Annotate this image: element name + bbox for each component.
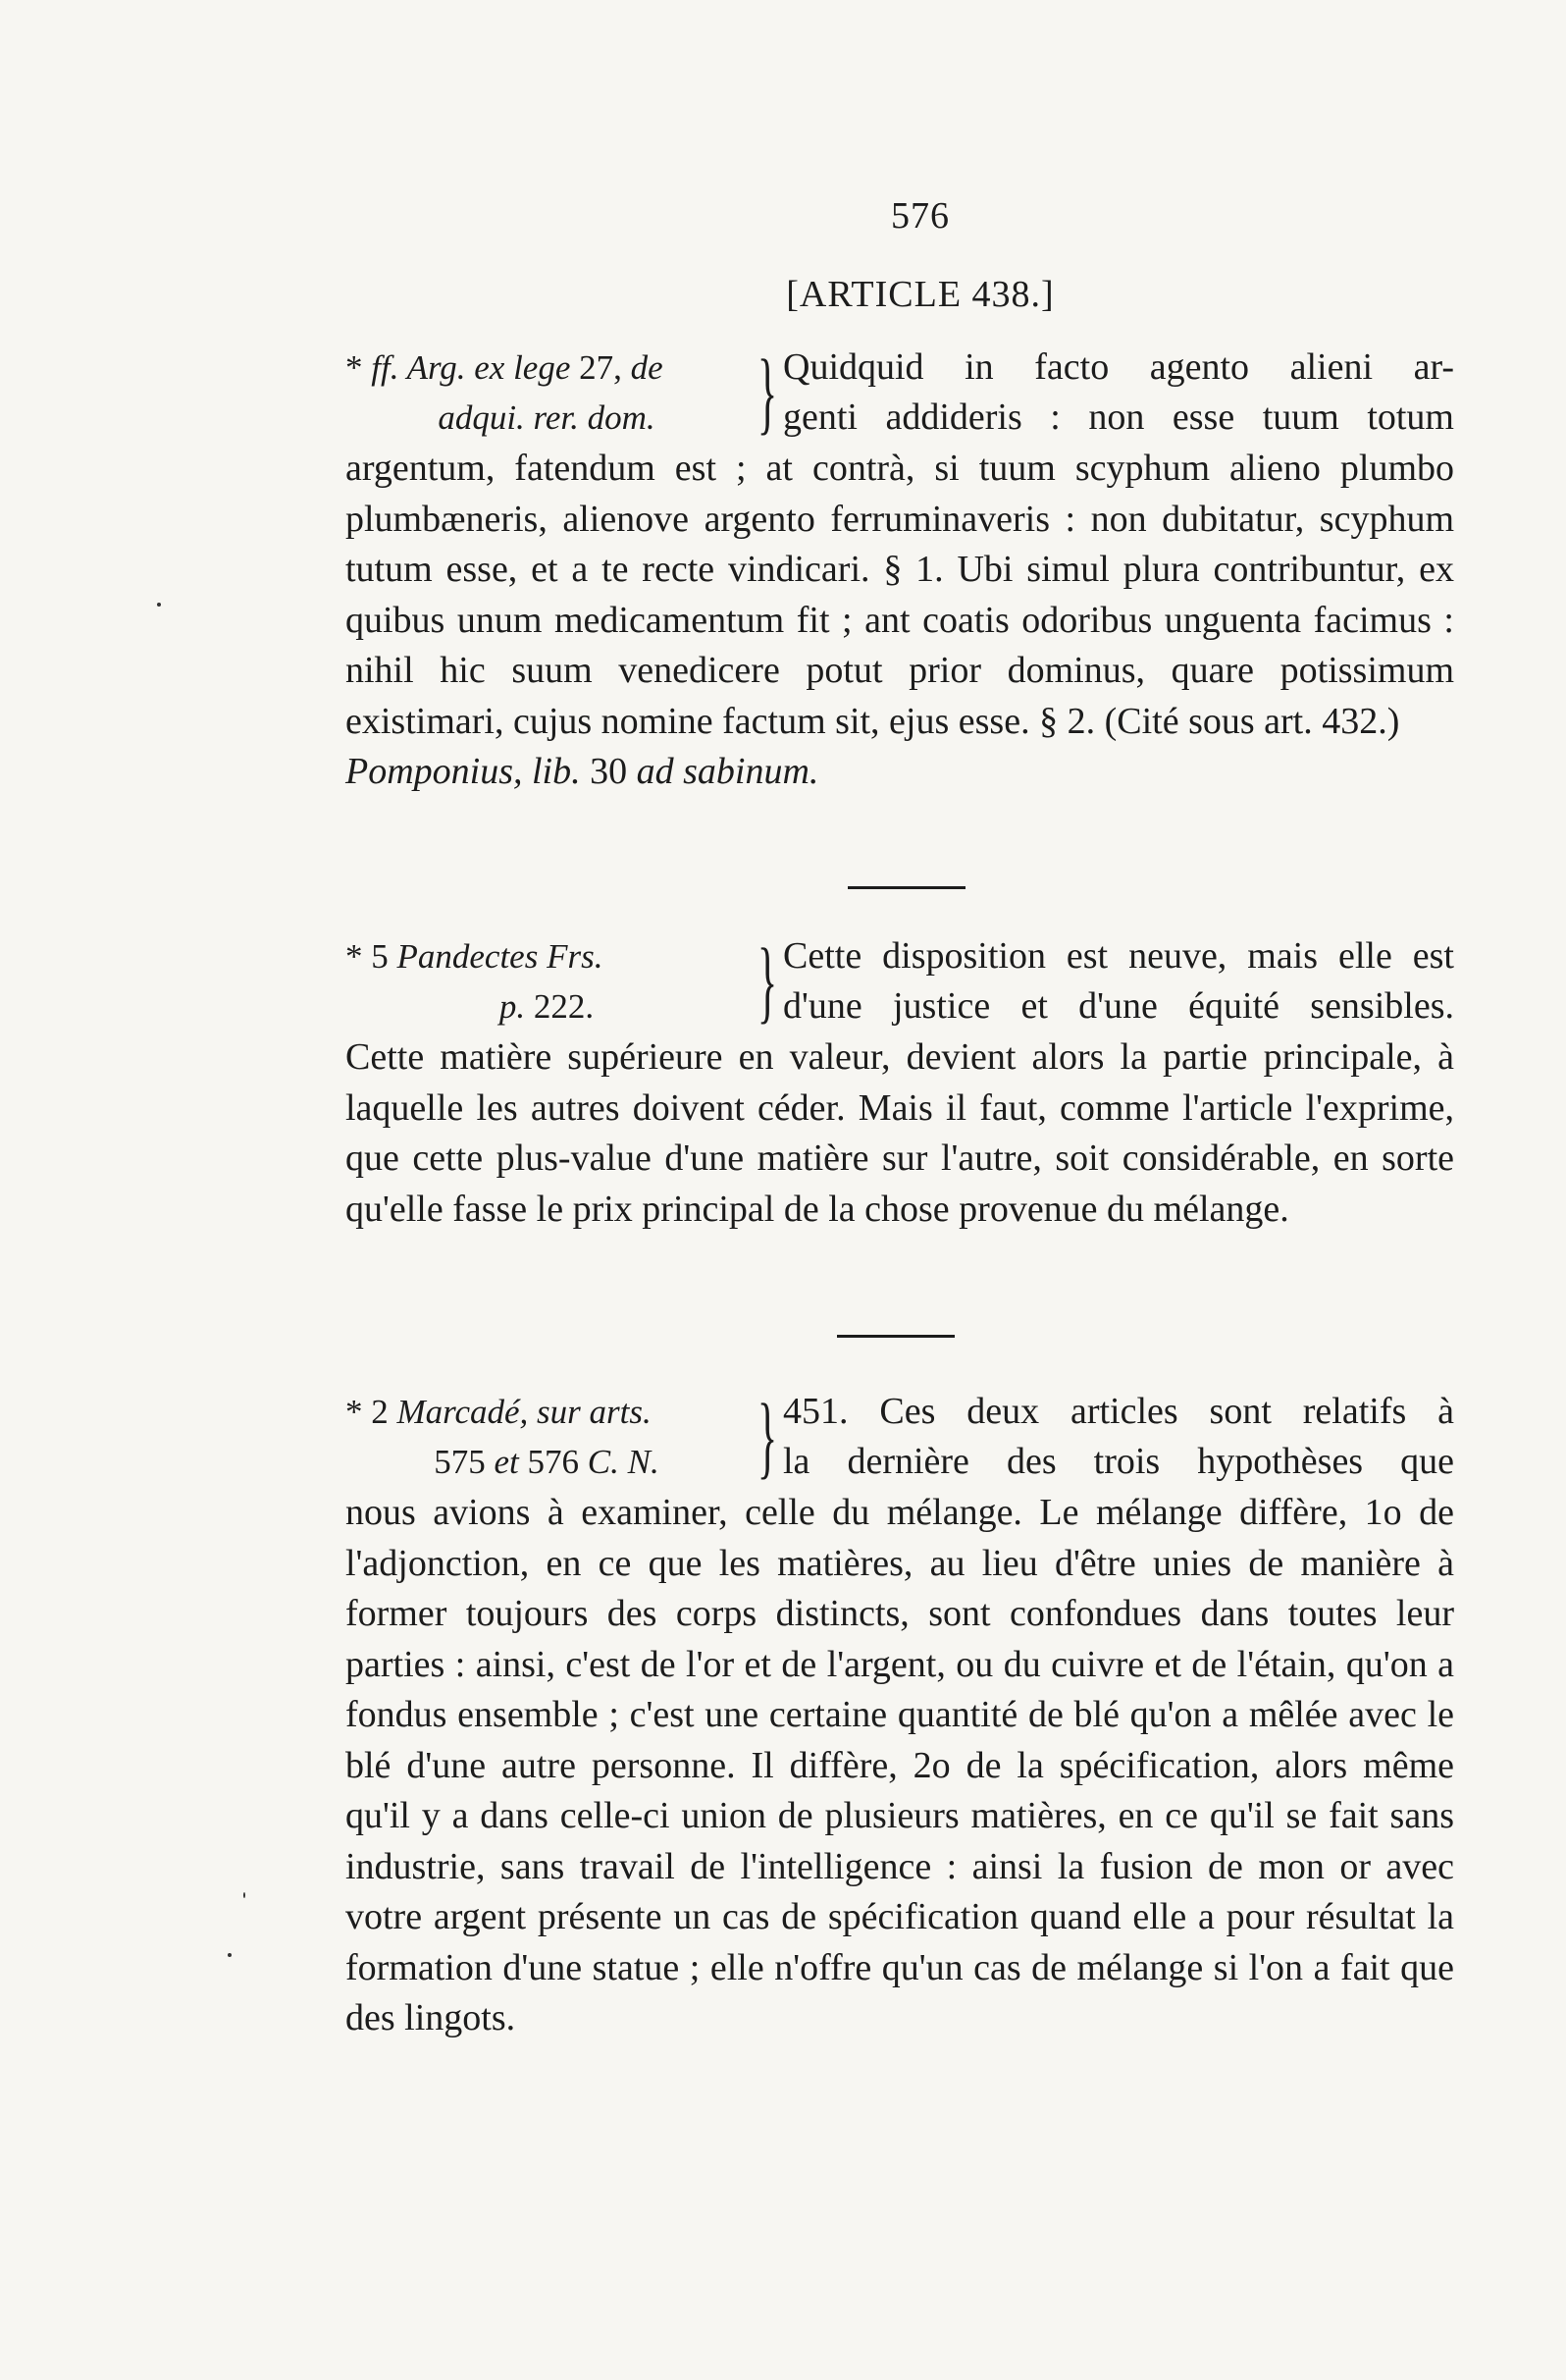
brace-icon: } (757, 930, 778, 1032)
citation (345, 343, 748, 443)
source-lib: lib. (532, 751, 581, 792)
head-line2: la dernière des trois hypothèses que (783, 1441, 1454, 1482)
section-pomponius (345, 342, 1454, 798)
cite-line2: adqui. rer. dom. (438, 398, 655, 437)
cite-number: 27, (570, 348, 631, 387)
cite-article-a: 575 (434, 1443, 495, 1481)
cite-article-b: 576 (518, 1443, 588, 1481)
head-text (783, 343, 1454, 443)
head-text (783, 931, 1454, 1031)
cite-page-number: 222. (525, 987, 595, 1026)
brace-icon: } (757, 1386, 778, 1488)
section-divider (837, 1335, 955, 1338)
cite-source: Pandectes Frs. (396, 937, 603, 976)
head-line2: d'une justice et d'une équité sensibles. (783, 985, 1454, 1027)
section-head (345, 1386, 1454, 1488)
scan-speck (157, 603, 161, 607)
section-head (345, 930, 1454, 1032)
cite-code: C. N. (587, 1443, 659, 1481)
section-head (345, 342, 1454, 444)
source-title: ad sabinum. (636, 751, 819, 792)
article-heading: [ARTICLE 438.] (786, 274, 1055, 315)
cite-page-label: p. (498, 987, 526, 1026)
cite-de: de (630, 348, 663, 387)
body-paragraph: argentum, fatendum est ; at contrà, si tuum scyphum alieno plumbo plumbæneris, alienove argento ferruminaveris : non dubitatur, scyphum tutum esse, et a te recte vindicari. § 1. Ubi simul plura contribuntur, ex quibus unum medicamentum fit ; ant coatis odoribus unguenta facimus : nihil hic suum venedicere potut prior dominus, quare potissimum existimari, cujus nomine factum sit, ejus esse. § 2. (Cité sous art. 432.) Pomponius, lib. 30 ad sabinum. (345, 448, 1454, 792)
head-line2: genti addideris : non esse tuum totum (783, 397, 1454, 438)
author: Pomponius (345, 751, 513, 792)
section-marcade (345, 1386, 1454, 2044)
head-line1: Cette disposition est neuve, mais elle est (783, 935, 1454, 977)
cite-source: Marcadé, sur arts. (396, 1393, 652, 1431)
cite-star: * 2 (345, 1393, 397, 1431)
brace-icon: } (757, 342, 778, 444)
scan-speck (228, 1953, 232, 1957)
head-text (783, 1387, 1454, 1487)
body-paragraph: Cette matière supérieure en valeur, devient alors la partie principale, à laquelle les autres doivent céder. Mais il faut, comme l'article l'exprime, que cette plus-value d'une matière sur l'autre, soit considérable, en sorte qu'elle fasse le prix principal de la chose provenue du mélange. (345, 1036, 1454, 1230)
cite-source: ff. Arg. ex lege (371, 348, 571, 387)
section-pandectes (345, 930, 1454, 1235)
citation (345, 931, 748, 1031)
head-line1: Quidquid in facto agento alieni ar- (783, 346, 1454, 388)
cite-et: et (494, 1443, 519, 1481)
page-number: 576 (891, 195, 950, 237)
body-paragraph: nous avions à examiner, celle du mélange. Le mélange diffère, 1o de l'adjonction, en ce que les matières, au lieu d'être unies de manière à former toujours des corps distincts, sont confondues dans toutes leur parties : ainsi, c'est de l'or et de l'argent, ou du cuivre et de l'étain, qu'on a fondus ensemble ; c'est une certaine quantité de blé qu'on a mêlée avec le blé d'une autre personne. Il diffère, 2o de la spécification, alors même qu'il y a dans celle-ci union de plusieurs matières, en ce qu'il se fait sans industrie, sans travail de l'intelligence : ainsi la fusion de mon or avec votre argent présente un cas de spécification quand elle a pour résultat la formation d'une statue ; elle n'offre qu'un cas de mélange si l'on a fait que des lingots. (345, 1492, 1454, 2038)
cite-star: * (345, 348, 372, 387)
section-divider (848, 886, 966, 889)
scan-speck (243, 1892, 245, 1898)
cite-star: * 5 (345, 937, 397, 976)
citation (345, 1387, 748, 1487)
body-text: argentum, fatendum est ; at contrà, si tuum scyphum alieno plumbo plumbæneris, alienove argento ferruminaveris : non dubitatur, scyphum tutum esse, et a te recte vindicari. § 1. Ubi simul plura contribuntur, ex quibus unum medicamentum fit ; ant coatis odoribus unguenta facimus : nihil hic suum venedicere potut prior dominus, quare potissimum existimari, cujus nomine factum sit, ejus esse. § 2. (Cité sous art. 432.) (345, 448, 1454, 742)
source-number: 30 (580, 751, 637, 792)
head-line1: 451. Ces deux articles sont relatifs à (783, 1391, 1454, 1432)
